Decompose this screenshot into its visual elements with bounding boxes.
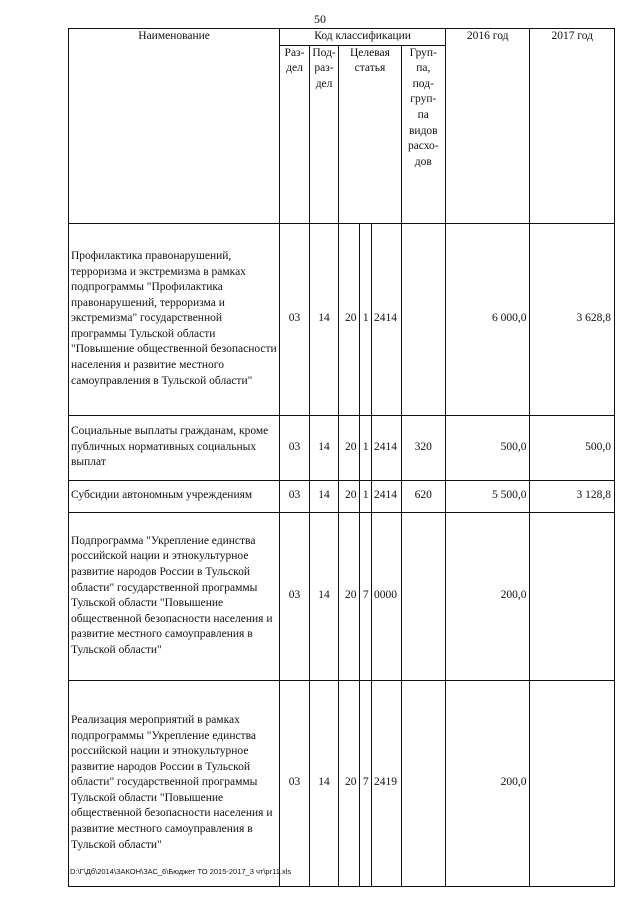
row-group: 320	[401, 415, 445, 480]
row-item: 2419	[372, 680, 402, 886]
row-section: 03	[280, 415, 310, 480]
row-name: Реализация мероприятий в рамках подпрограммы "Укрепление единства российской нации и этнокультурное развитие народов России в Тульской области" государственной программы Тульской области "Повышение общественной безопасности населения и развитие местного самоуправления в Тульской области"	[69, 680, 280, 886]
table-row	[69, 680, 615, 886]
row-subprogram: 1	[360, 223, 372, 415]
row-group	[401, 512, 445, 680]
row-program: 20	[339, 480, 360, 512]
file-path-footer: D:\Г\Дб\2014\ЗАКОН\ЗАС_6\Бюджет ТО 2015-2017_3 чт\pr11.xls	[70, 867, 292, 876]
row-subsection: 14	[309, 512, 339, 680]
table-row	[69, 415, 615, 480]
header-expense-group: Груп- па, под- груп- па видов расхо- дов	[401, 45, 445, 223]
row-section: 03	[280, 223, 310, 415]
row-subsection: 14	[309, 223, 339, 415]
header-year-2016: 2016 год	[445, 29, 529, 224]
row-group	[401, 680, 445, 886]
header-subsection: Под- раз- дел	[309, 45, 339, 223]
row-section: 03	[280, 512, 310, 680]
table-row	[69, 512, 615, 680]
row-item: 0000	[372, 512, 402, 680]
table-row	[69, 480, 615, 512]
row-2016: 200,0	[445, 680, 529, 886]
row-2017	[530, 680, 615, 886]
row-program: 20	[339, 415, 360, 480]
row-name: Подпрограмма "Укрепление единства российской нации и этнокультурное развитие народов России в Тульской области" государственной программы Тульской области "Повышение общественной безопасности населения и развитие местного самоуправления в Тульской области"	[69, 512, 280, 680]
row-2016: 500,0	[445, 415, 529, 480]
header-year-2017: 2017 год	[530, 29, 615, 224]
budget-table	[68, 28, 615, 887]
row-subprogram: 1	[360, 480, 372, 512]
header-section: Раз- дел	[280, 45, 310, 223]
row-2016: 5 500,0	[445, 480, 529, 512]
page-number: 50	[314, 12, 326, 26]
row-subprogram: 1	[360, 415, 372, 480]
header-name: Наименование	[69, 29, 280, 224]
row-name: Профилактика правонарушений, терроризма и экстремизма в рамках подпрограммы "Профилактика правонарушений, терроризма и экстремизма" государственной программы Тульской области "Повышение общественной безопасности населения и развитие местного самоуправления в Тульской области"	[69, 223, 280, 415]
row-group	[401, 223, 445, 415]
row-subsection: 14	[309, 680, 339, 886]
row-2017: 500,0	[530, 415, 615, 480]
row-program: 20	[339, 680, 360, 886]
row-subsection: 14	[309, 480, 339, 512]
header-classification: Код классификации	[280, 29, 446, 46]
row-section: 03	[280, 680, 310, 886]
row-section: 03	[280, 480, 310, 512]
row-program: 20	[339, 512, 360, 680]
row-item: 2414	[372, 480, 402, 512]
row-2016: 6 000,0	[445, 223, 529, 415]
row-subsection: 14	[309, 415, 339, 480]
row-2017: 3 628,8	[530, 223, 615, 415]
row-item: 2414	[372, 223, 402, 415]
row-item: 2414	[372, 415, 402, 480]
row-subprogram: 7	[360, 512, 372, 680]
row-program: 20	[339, 223, 360, 415]
table-row	[69, 223, 615, 415]
row-group: 620	[401, 480, 445, 512]
row-2017	[530, 512, 615, 680]
row-2016: 200,0	[445, 512, 529, 680]
row-name: Субсидии автономным учреждениям	[69, 480, 280, 512]
header-target-article: Целевая статья	[339, 45, 401, 223]
row-subprogram: 7	[360, 680, 372, 886]
row-name: Социальные выплаты гражданам, кроме публичных нормативных социальных выплат	[69, 415, 280, 480]
row-2017: 3 128,8	[530, 480, 615, 512]
